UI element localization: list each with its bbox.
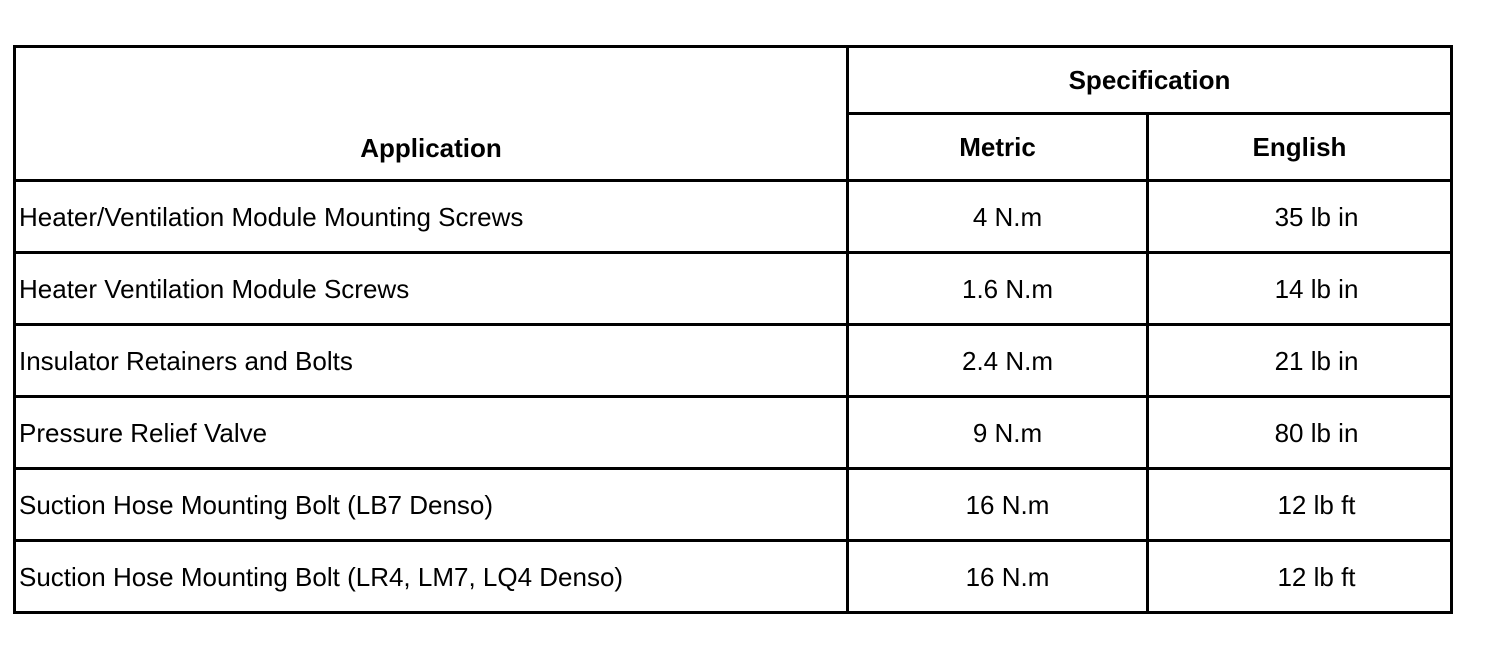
table-row: [15, 253, 1452, 325]
metric-cell: 16 N.m: [848, 469, 1148, 541]
english-cell: 80 lb in: [1148, 397, 1452, 469]
application-cell: Pressure Relief Valve: [15, 397, 848, 469]
application-cell: Suction Hose Mounting Bolt (LB7 Denso): [15, 469, 848, 541]
application-cell: Insulator Retainers and Bolts: [15, 325, 848, 397]
specification-header: Specification: [848, 47, 1452, 114]
english-cell: 35 lb in: [1148, 181, 1452, 253]
table-header: [15, 47, 1452, 181]
table-row: [15, 181, 1452, 253]
metric-header: Metric: [848, 114, 1148, 181]
table-row: [15, 469, 1452, 541]
table-row: [15, 397, 1452, 469]
application-header: Application: [15, 47, 848, 181]
english-cell: 14 lb in: [1148, 253, 1452, 325]
application-cell: Heater Ventilation Module Screws: [15, 253, 848, 325]
english-header: English: [1148, 114, 1452, 181]
fastener-specification-table: [13, 45, 1453, 614]
application-cell: Suction Hose Mounting Bolt (LR4, LM7, LQ4 Denso): [15, 541, 848, 613]
table-row: [15, 325, 1452, 397]
metric-cell: 1.6 N.m: [848, 253, 1148, 325]
table-body: [15, 181, 1452, 613]
english-cell: 12 lb ft: [1148, 469, 1452, 541]
application-cell: Heater/Ventilation Module Mounting Screws: [15, 181, 848, 253]
metric-cell: 9 N.m: [848, 397, 1148, 469]
table-row: [15, 541, 1452, 613]
metric-cell: 2.4 N.m: [848, 325, 1148, 397]
metric-cell: 16 N.m: [848, 541, 1148, 613]
metric-cell: 4 N.m: [848, 181, 1148, 253]
english-cell: 21 lb in: [1148, 325, 1452, 397]
header-row-top: [15, 47, 1452, 114]
english-cell: 12 lb ft: [1148, 541, 1452, 613]
